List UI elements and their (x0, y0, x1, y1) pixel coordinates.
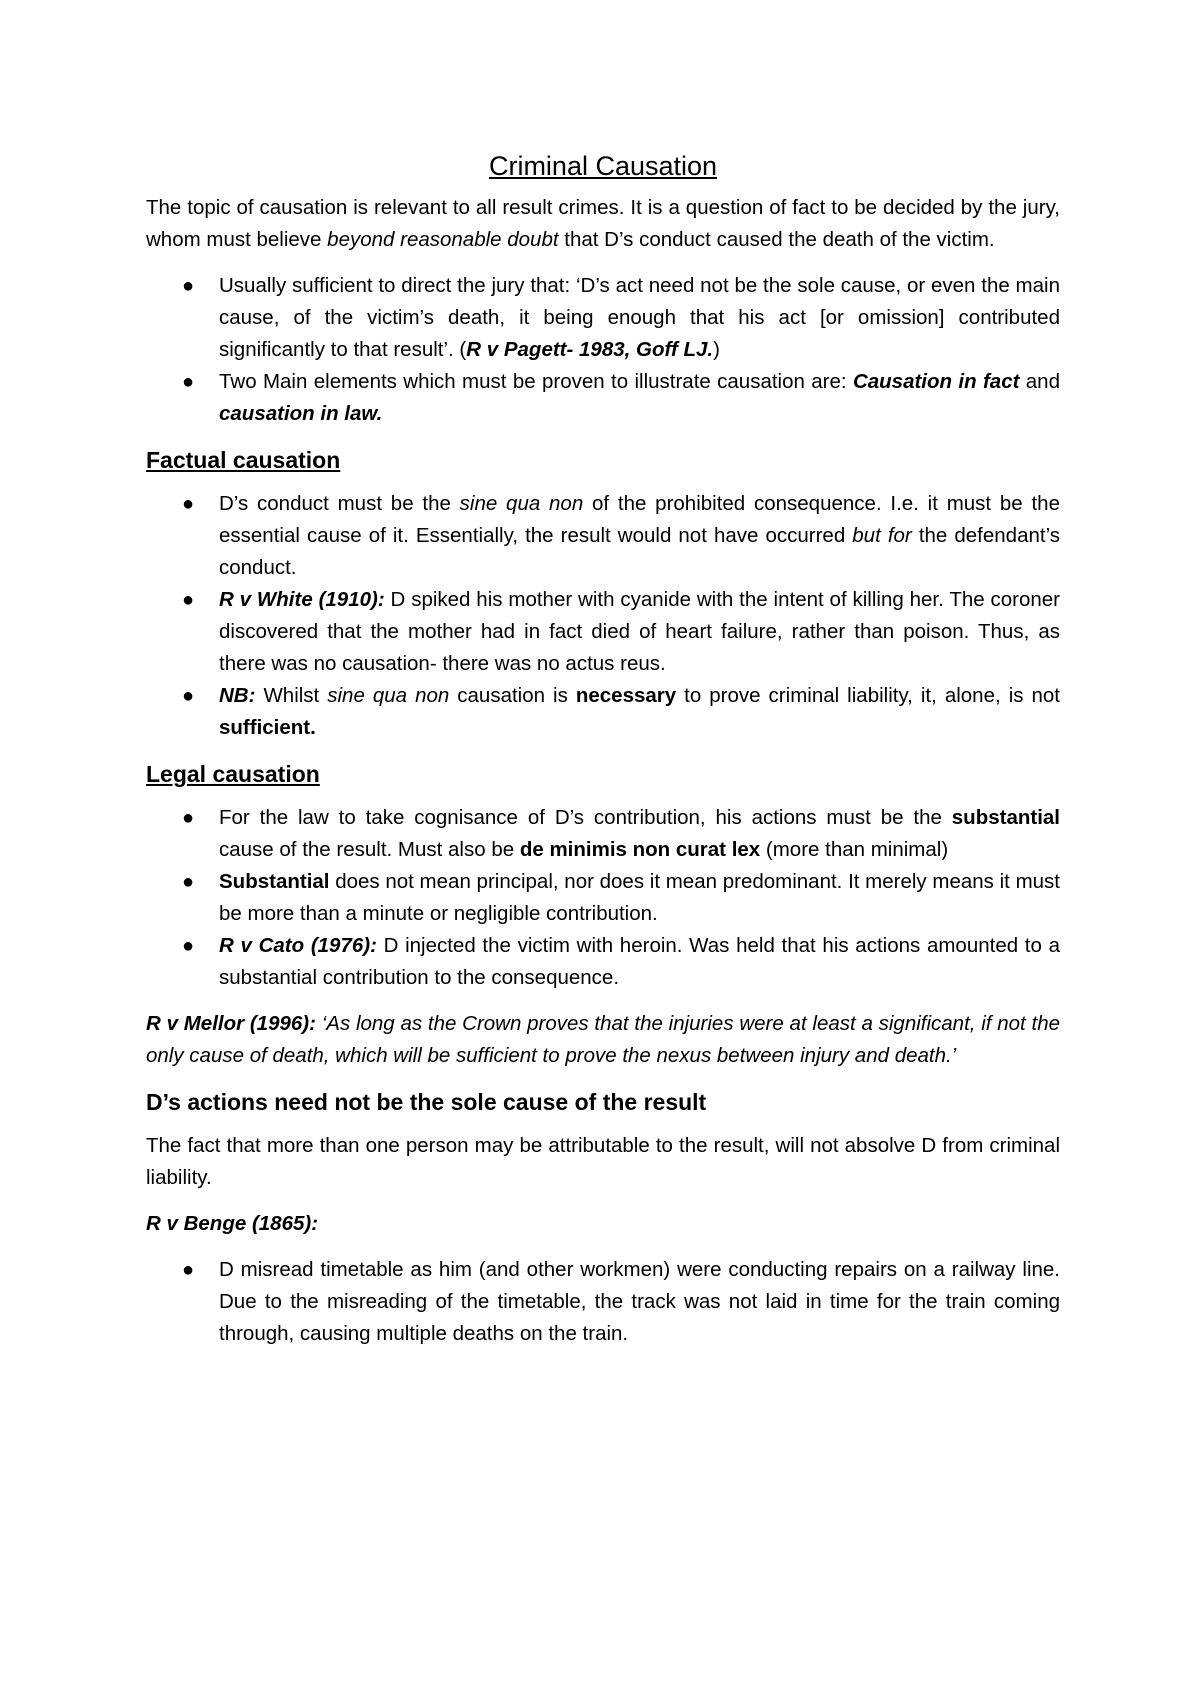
case-citation: R v Mellor (1996): (146, 1012, 316, 1035)
list-item: ● D’s conduct must be the sine qua non of the prohibited consequence. I.e. it must be the essential cause of it. Essentially, the result would not have occurred but for the defendant’s conduct. (146, 488, 1060, 584)
case-citation: R v Cato (1976): (219, 934, 377, 957)
bullet-icon: ● (182, 1259, 195, 1281)
case-heading-benge: R v Benge (1865): (146, 1212, 319, 1235)
bullet-icon: ● (182, 493, 195, 515)
bullet-icon: ● (182, 935, 195, 957)
list-item: ● Two Main elements which must be proven to illustrate causation are: Causation in fact and causation in law. (146, 366, 1060, 430)
list-item: ● R v White (1910): D spiked his mother with cyanide with the intent of killing her. The coroner discovered that the mother had in fact died of heart failure, rather than poison. Thus, as there was no causation- there was no actus reus. (146, 584, 1060, 680)
document-title: Criminal Causation (488, 151, 718, 181)
intro-paragraph (146, 192, 1060, 256)
document-page (146, 148, 1060, 1364)
bullet-icon: ● (182, 685, 195, 707)
mellor-quote: R v Mellor (1996): ‘As long as the Crown proves that the injuries were at least a significant, if not the only cause of death, which will be sufficient to prove the nexus between injury and death.’ (146, 1012, 1061, 1067)
list-item: ● For the law to take cognisance of D’s contribution, his actions must be the substantial cause of the result. Must also be de minimis non curat lex (more than minimal) (146, 802, 1060, 866)
bullet-icon: ● (182, 275, 195, 297)
list-item: ● NB: Whilst sine qua non causation is necessary to prove criminal liability, it, alone, is not sufficient. (146, 680, 1060, 744)
factual-bullet-list (146, 488, 1060, 744)
benge-bullet-list (146, 1254, 1060, 1350)
intro-text-end: that D’s conduct caused the death of the victim. (558, 228, 995, 251)
intro-emphasis: beyond reasonable doubt (327, 228, 559, 251)
list-item: ● Substantial does not mean principal, nor does it mean predominant. It merely means it must be more than a minute or negligible contribution. (146, 866, 1060, 930)
case-citation: R v White (1910): (219, 588, 385, 611)
case-citation: R v Pagett- 1983, Goff LJ. (466, 338, 714, 361)
list-item: ● R v Cato (1976): D injected the victim with heroin. Was held that his actions amounted to a substantial contribution to the consequence. (146, 930, 1060, 994)
list-item: ● D misread timetable as him (and other workmen) were conducting repairs on a railway line. Due to the misreading of the timetable, the track was not laid in time for the train coming through, causing multiple deaths on the train. (146, 1254, 1060, 1350)
bullet-icon: ● (182, 589, 195, 611)
intro-text: The topic of causation is relevant to all result crimes. It is a question of fact to be decided by the jury, whom must believe (146, 196, 1060, 251)
sole-cause-paragraph: The fact that more than one person may be attributable to the result, will not absolve D from criminal liability. (146, 1134, 1060, 1189)
intro-bullet-list (146, 270, 1060, 430)
bullet-icon: ● (182, 371, 195, 393)
factual-causation-heading: Factual causation (146, 447, 341, 473)
legal-bullet-list (146, 802, 1060, 994)
bullet-icon: ● (182, 871, 195, 893)
bullet-icon: ● (182, 807, 195, 829)
list-item: ● Usually sufficient to direct the jury that: ‘D’s act need not be the sole cause, or even the main cause, of the victim’s death, it being enough that his act [or omission] contributed significantly to that result’. (R v Pagett- 1983, Goff LJ.) (146, 270, 1060, 366)
sole-cause-heading: D’s actions need not be the sole cause of the result (146, 1089, 707, 1115)
legal-causation-heading: Legal causation (146, 761, 320, 787)
